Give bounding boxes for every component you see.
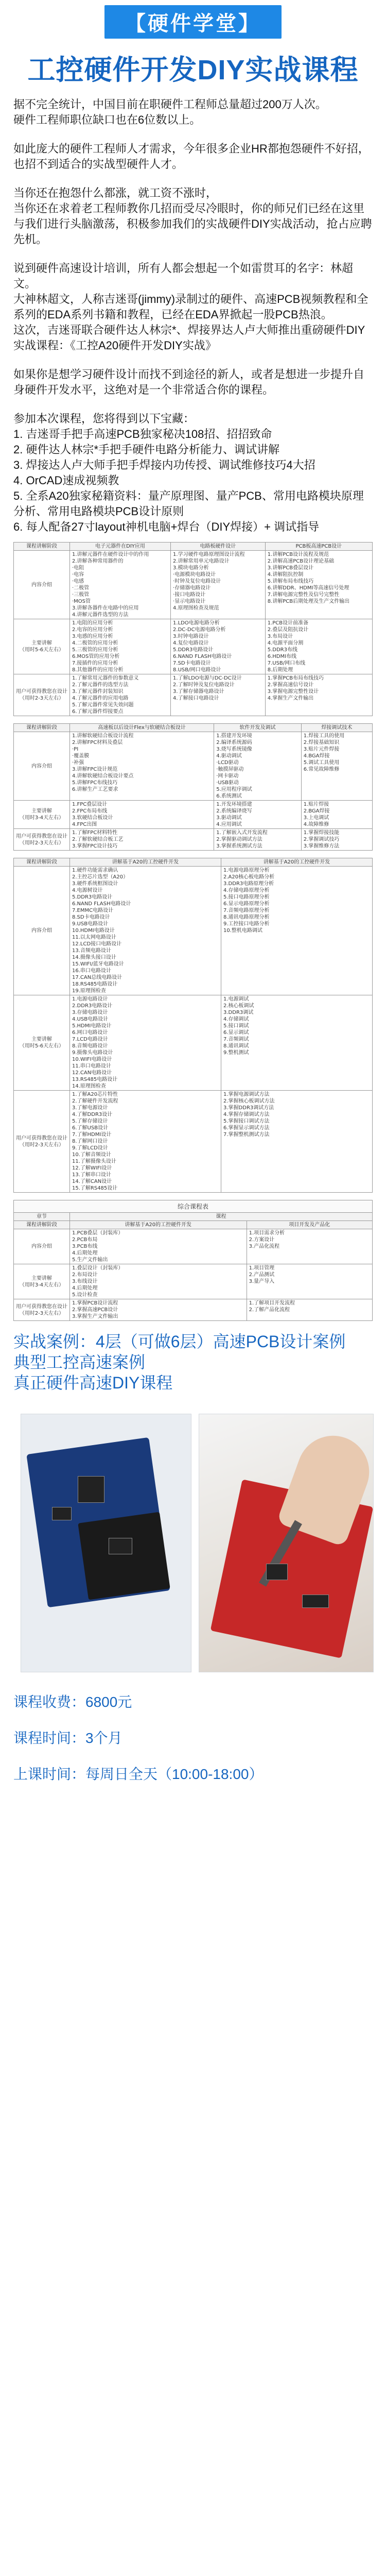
- row-label: 用户可获得教您在设计 （用时2-3天左右）: [14, 1299, 70, 1321]
- course-duration: 课程时间：3个月: [13, 1730, 122, 1746]
- table-cell: 1.硬件功能需求确认 2.主控芯片选型（A20） 3.硬件系统框图设计 4.电源树设计 5.DDR3电路设计 6.NAND FLASH电路设计 7.EMMC电路设计 8.SD卡电路设计 9.USB电路设计 10.HDMI电路设计 11.以太网电路设计 12.LCD接口电路设计 13.音频电路设计 14.摄像头接口设计 15.WIFI/蓝牙电路设计 16.串口电路设计 17.CAN总线电路设计 18.RS485电路设计 19.原理图检查: [70, 867, 221, 995]
- table-cell: 1.讲解PCB设计流程及规范 2.讲解高速PCB设计理论基础 3.讲解PCB叠层设计 4.讲解阻抗控制 5.讲解布局布线技巧 6.讲解DDR、HDMI等高速信号处理 7.讲解电源完整性及信号完整性 8.讲解PCB后期处理及生产文件输出: [265, 551, 372, 619]
- row-label: 内容介绍: [14, 867, 70, 995]
- brand-banner: 【硬件学堂】: [104, 5, 282, 39]
- table-header: 课程讲解阶段: [14, 543, 70, 551]
- row-label: 主要讲解 （用时5-6天左右）: [14, 995, 70, 1091]
- course-table-4: [0, 1200, 386, 1321]
- row-label: 内容介绍: [14, 732, 70, 801]
- benefits-list: [13, 427, 373, 535]
- benefit-item: 3. 焊接达人卢大师手把手焊接内功传授、调试维修技巧4大招: [13, 459, 315, 471]
- table-header: 软件开发及调试: [214, 724, 302, 732]
- benefit-item: 2. 硬件达人林宗*手把手硬件电路分析能力、调试讲解: [13, 443, 280, 456]
- table-header: 课程讲解阶段: [14, 1221, 70, 1229]
- table-header: 课程讲解阶段: [14, 724, 70, 732]
- row-label: 用户可获得教您在设计 （用时2-3天左右）: [14, 674, 70, 716]
- header: [0, 0, 386, 88]
- table-cell: 1.了解项目开发流程 2.了解产品化流程: [247, 1299, 372, 1321]
- table-cell: 1.电源电路原理分析 2.A20核心板电路分析 3.DDR3电路原理分析 4.存储电路原理分析 5.接口电路原理分析 6.显示电路原理分析 7.音频电路原理分析 8.通讯电路原理分析 9.工控接口电路分析 10.整机电路调试: [221, 867, 373, 995]
- table-row: [14, 1091, 373, 1193]
- table-header: 课程讲解阶段: [14, 858, 70, 867]
- table-cell: 1.了解嵌入式开发流程 2.掌握驱动调试方法 3.掌握系统测试方法: [214, 829, 302, 851]
- table-cell: 1.掌握焊接技能 2.掌握调试技巧 3.掌握维修方法: [301, 829, 372, 851]
- row-label: 主要讲解 （用时5-6天左右）: [14, 619, 70, 674]
- table-row: [14, 674, 373, 716]
- table-cell: 1.掌握PCB设计流程 2.掌握高速PCB设计 3.掌握生产文件输出: [70, 1299, 247, 1321]
- case-line: 实战案例：4层（可做6层）高速PCB设计案例: [13, 1332, 346, 1351]
- course-schedule: 上课时间：每周日全天（10:00-18:00）: [13, 1766, 264, 1782]
- table-header: 高速板以后设计Flex与软硬结合板设计: [70, 724, 214, 732]
- table-header: 项目开发及产品化: [247, 1221, 372, 1229]
- table-cell: 1.PCB设计前准备 2.叠层及阻抗设计 3.布局设计 4.电源平面分割 5.DDR3布线 6.HDMI布线 7.USB/网口布线 8.后期处理: [265, 619, 372, 674]
- table-cell: 1.搭建开发环境 2.编译系统源码 3.烧写系统镜像 4.驱动调试 ·LCD驱动 ·触摸屏驱动 ·网卡驱动 ·USB驱动 5.应用程序调试 6.系统测试: [214, 732, 302, 801]
- course-table-2: [0, 723, 386, 851]
- table-cell: 1.掌握电源调试方法 2.掌握核心板调试方法 3.掌握DDR3调试方法 4.掌握存储调试方法 5.掌握接口调试方法 6.掌握显示调试方法 7.掌握整机测试方法: [221, 1091, 373, 1193]
- intro-paragraph-5: 如果你是想学习硬件设计而找不到途径的新人，或者是想进一步提升自身硬件开发水平，这绝对是一个非常适合你的课程。: [13, 368, 365, 396]
- pcb-board-photo: [21, 1414, 191, 1672]
- table-row: [14, 732, 373, 801]
- case-line: 典型工控高速案例: [13, 1353, 146, 1371]
- table-subheader: 课程: [70, 1213, 373, 1221]
- case-section: [0, 1331, 386, 1393]
- table-title: 综合课程表: [13, 1200, 373, 1212]
- table-cell: 1.叠层设计（封装库） 2.布局设计 3.布线设计 4.后期处理 5.设计检查: [70, 1264, 247, 1299]
- course-table-3: [0, 858, 386, 1193]
- table-cell: 1.电源调试 2.核心板调试 3.DDR3调试 4.存储调试 5.接口调试 6.显示调试 7.音频调试 8.通讯调试 9.整机测试: [221, 995, 373, 1091]
- photo-area: [13, 1404, 373, 1683]
- course-fee: 课程收费：6800元: [13, 1694, 132, 1710]
- table-row: [14, 1229, 373, 1264]
- table-header: PCB板高速PCB设计: [265, 543, 372, 551]
- row-label: 主要讲解 （用时3-4天左右）: [14, 801, 70, 829]
- table-cell: 1.了解A20芯片特性 2.了解硬件开发流程 3.了解电源设计 4.了解DDR3设计 5.了解存储设计 6.了解USB设计 7.了解HDMI设计 8.了解网口设计 9.了解LCD设计 10.了解音频设计 11.了解摄像头设计 12.了解WIFI设计 13.了解串口设计 14.了解CAN设计 15.了解RS485设计: [70, 1091, 221, 1193]
- intro-paragraph-1: 据不完全统计，中国目前在职硬件工程师总量超过200万人次。 硬件工程师职位缺口也在6位数以上。: [13, 98, 327, 126]
- intro-paragraph-2: 如此庞大的硬件工程师人才需求，今年很多企业HR都抱怨硬件不好招，也招不到适合的实战型硬件人才。: [13, 142, 370, 171]
- benefit-item: 4. OrCAD速成视频教: [13, 474, 119, 487]
- table-row: [14, 1299, 373, 1321]
- table-row: [14, 995, 373, 1091]
- table-cell: 1.FPC叠层设计 2.FPC布局布线 3.软硬结合板设计 4.FPC出图: [70, 801, 214, 829]
- table-cell: 1.电阻的应用分析 2.电容的应用分析 3.电感的应用分析 4.二极管的应用分析 5.三极管的应用分析 6.MOS管的应用分析 7.接插件的应用分析 8.其他器件的应用分析: [70, 619, 171, 674]
- table-header: 讲解基于A20的工控硬件开发: [70, 1221, 247, 1229]
- row-label: 用户可获得教您在设计 （用时2-3天左右）: [14, 1091, 70, 1193]
- benefit-item: 1. 吉迷哥手把手高速PCB独家秘决108招、招招致命: [13, 428, 272, 440]
- table-cell: 1.讲解元器件在硬件设计中的作用 2.讲解各种常用器件的 ·电阻 ·电容 ·电感 ·二极管 ·三极管 ·MOS管 3.讲解各器件在电路中的应用 4.讲解元器件选型的方法: [70, 551, 171, 619]
- table-cell: 1.掌握PCB布局布线技巧 2.掌握高速信号设计 3.掌握电源完整性设计 4.掌握生产文件输出: [265, 674, 372, 716]
- benefit-item: 5. 全系A20独家秘籍资料：量产原理图、量产PCB、常用电路模块原理分析、常用电路模块PCB设计原则: [13, 489, 364, 518]
- table-cell: 1.PCB叠层（封装库） 2.PCB布局 3.PCB布线 4.后期处理 5.生产文件输出: [70, 1229, 247, 1264]
- table-cell: 1.项目需求分析 2.方案设计 3.产品化流程: [247, 1229, 372, 1264]
- row-label: 内容介绍: [14, 1229, 70, 1264]
- soldering-photo: [199, 1414, 374, 1672]
- table-cell: 1.开发环境搭建 2.系统编译烧写 3.驱动调试 4.应用调试: [214, 801, 302, 829]
- table-cell: 1.LDO电源电路分析 2.DC-DC电源电路分析 3.时钟电路设计 4.复位电路设计 5.DDR3电路设计 6.NAND FLASH电路设计 7.SD卡电路设计 8.USB/网口电路设计: [171, 619, 266, 674]
- table-cell: 1.焊接工具的使用 2.焊接基础知识 3.贴片元件焊接 4.BGA焊接 5.调试工具使用 6.常见故障维修: [301, 732, 372, 801]
- benefit-item: 6. 每人配备27寸layout神机电脑+焊台（DIY焊接）+ 调试指导: [13, 520, 320, 533]
- table-cell: 1.学习硬件电路原理图设计流程 2.讲解常用单元电路设计 3.模块电路分析 ·电源模块电路设计 ·时钟及复位电路设计 ·存储器电路设计 ·接口电路设计 ·显示电路设计 4.原理图检查及规范: [171, 551, 266, 619]
- table-cell: 1.讲解软硬结合板设计流程 2.讲解FPC材料及叠层 ·PI ·覆盖膜 ·补强 3.讲解FPC设计规范 4.讲解软硬结合板设计要点 5.讲解FPC布线技巧 6.讲解生产工艺要求: [70, 732, 214, 801]
- table-cell: 1.项目管理 2.产品测试 3.量产导入: [247, 1264, 372, 1299]
- table-cell: 1.电源电路设计 2.DDR3电路设计 3.存储电路设计 4.USB电路设计 5.HDMI电路设计 6.网口电路设计 7.LCD电路设计 8.音频电路设计 9.摄像头电路设计 10.WIFI电路设计 11.串口电路设计 12.CAN电路设计 13.RS485电路设计 14.原理图检查: [70, 995, 221, 1091]
- table-header: 电路板硬件设计: [171, 543, 266, 551]
- table-row: [14, 1264, 373, 1299]
- footer-section: [0, 1683, 386, 1784]
- intro-section: [0, 92, 386, 535]
- table-row: [14, 801, 373, 829]
- table-cell: 1.了解常用元器件的参数意义 2.了解元器件的选型方法 3.了解元器件封装知识 4.了解元器件的应用电路 5.了解元器件常见失效问题 6.了解元器件焊接要点: [70, 674, 171, 716]
- row-label: 内容介绍: [14, 551, 70, 619]
- table-subheader: 章节: [14, 1213, 70, 1221]
- intro-paragraph-3: 当你还在抱怨什么都涨，就工资不涨时， 当你还在求着老工程师教你几招而受尽冷眼时，你的师兄们已经在这里与我们进行头脑激荡，积极参加我们的实战硬件DIY实战活动，抢占应聘先机。: [13, 187, 372, 246]
- row-label: 主要讲解 （用时3-4天左右）: [14, 1264, 70, 1299]
- main-title: 工控硬件开发DIY实战课程: [27, 55, 359, 86]
- table-header: 讲解基于A20的工控硬件开发: [70, 858, 221, 867]
- benefits-title: 参加本次课程，您将得到以下宝藏：: [13, 412, 195, 425]
- table-row: [14, 551, 373, 619]
- row-label: 用户可获得教您在设计 （用时2-3天左右）: [14, 829, 70, 851]
- table-cell: 1.了解FPC材料特性 2.了解软硬结合板工艺 3.掌握FPC设计技巧: [70, 829, 214, 851]
- table-header: 焊接调试技术: [301, 724, 372, 732]
- intro-paragraph-4: 说到硬件高速设计培训，所有人都会想起一个如雷贯耳的名字：林超文。 大神林超文，人称吉迷哥(jimmy)录制过的硬件、高速PCB视频教程和全系列的EDA系列书籍和教程，已经在EDA界掀起一股PCB热浪。 这次，吉迷哥联合硬件达人林宗*、焊接界达人卢大师推出重磅硬件DIY实战课程：《工控A20硬件开发DIY实战》: [13, 262, 369, 352]
- course-table-1: [0, 542, 386, 716]
- table-row: [14, 829, 373, 851]
- table-header: 电子元器件在DIY应用: [70, 543, 171, 551]
- table-header: 讲解基于A20的工控硬件开发: [221, 858, 373, 867]
- table-row: [14, 867, 373, 995]
- table-cell: 1.了解LDO电源与DC-DC设计 2.了解时钟及复位电路设计 3.了解存储器电路设计 4.了解接口电路设计: [171, 674, 266, 716]
- table-row: [14, 619, 373, 674]
- case-line: 真正硬件高速DIY课程: [13, 1374, 173, 1392]
- table-cell: 1.贴片焊接 2.BGA焊接 3.上电调试 4.故障维修: [301, 801, 372, 829]
